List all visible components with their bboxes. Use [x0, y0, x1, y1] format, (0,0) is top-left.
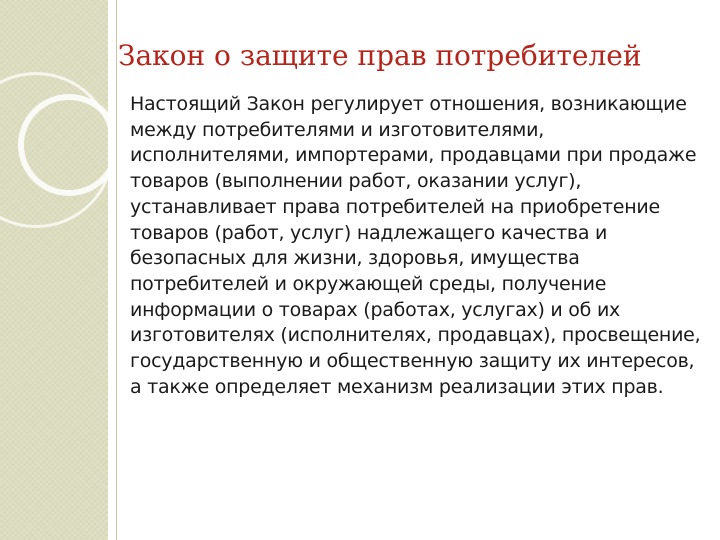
- slide-body-text: Настоящий Закон регулирует отношения, возникающие между потребителями и изготовителями, исполнителями, импортерами, продавцами при продаже товаров (выполнении работ, оказании услуг), устанавливает права потребителей на приобретение товаров (работ, услуг) надлежащего качества и безопасных для жизни, здоровья, имущества потребителей и окружающей среды, получение информации о товарах (работах, услугах) и об их изготовителях (исполнителях, продавцах), просвещение, государственную и общественную защиту их интересов, а также определяет механизм реализации этих прав.: [130, 93, 701, 398]
- decorative-side-panel: [0, 0, 108, 540]
- panel-rule: [116, 0, 117, 540]
- slide-title: Закон о защите прав потребителей: [118, 39, 642, 72]
- decorative-circle-inner: [18, 94, 120, 196]
- panel-divider: [108, 0, 116, 540]
